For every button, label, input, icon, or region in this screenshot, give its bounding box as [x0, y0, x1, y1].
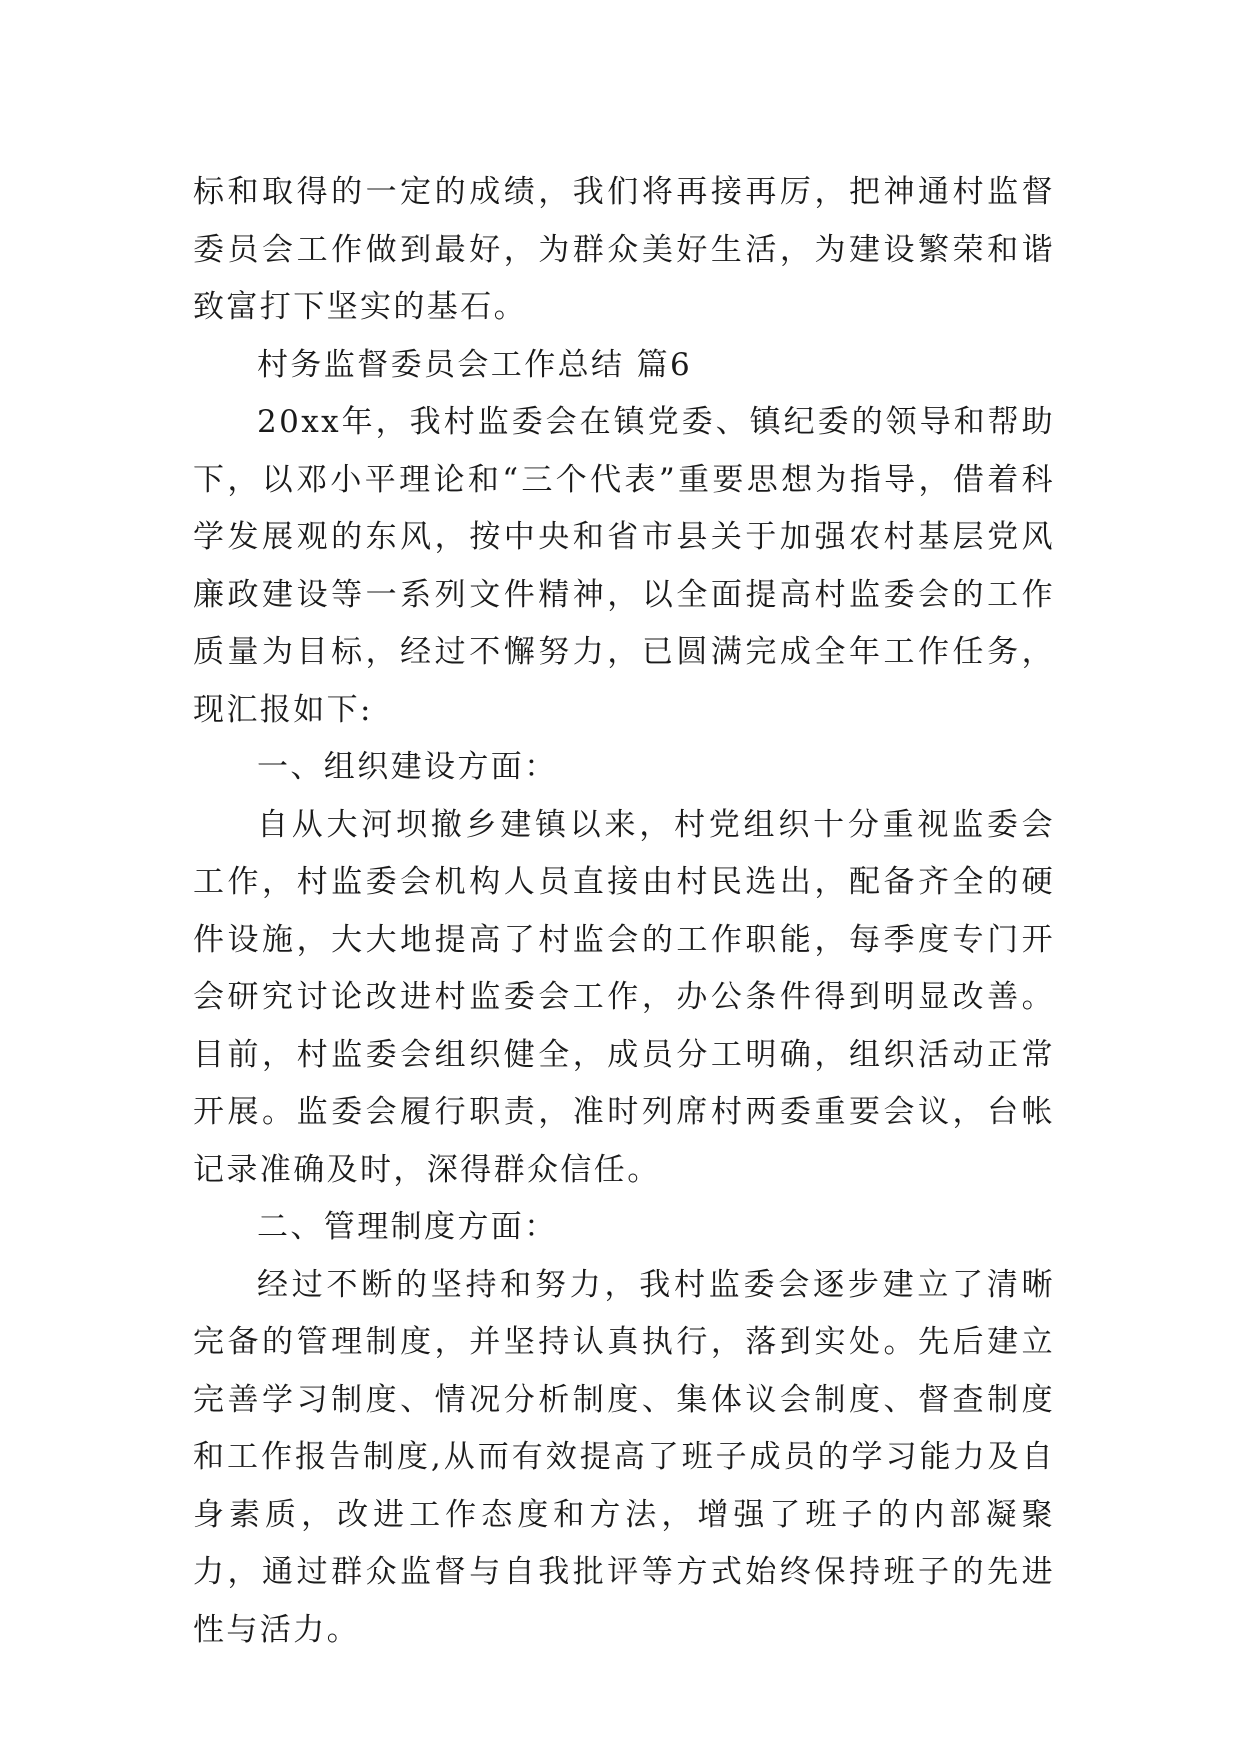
paragraph-intro: 20xx年，我村监委会在镇党委、镇纪委的领导和帮助下，以邓小平理论和“三个代表”重要思想为指导，借着科学发展观的东风，按中央和省市县关于加强农村基层党风廉政建设等一系列文件精神，以全面提高村监委会的工作质量为目标，经过不懈努力，已圆满完成全年工作任务，现汇报如下: [193, 404, 1055, 728]
section-heading-organization: 一、组织建设方面： [257, 749, 558, 785]
document-body [193, 164, 1055, 1659]
paragraph-management: 经过不断的坚持和努力，我村监委会逐步建立了清晰完备的管理制度，并坚持认真执行，落到实处。先后建立完善学习制度、情况分析制度、集体议会制度、督查制度和工作报告制度,从而有效提高了班子成员的学习能力及自身素质，改进工作态度和方法，增强了班子的内部凝聚力，通过群众监督与自我批评等方式始终保持班子的先进性与活力。 [193, 1266, 1055, 1648]
section-heading-management: 二、管理制度方面： [257, 1209, 558, 1245]
paragraph-continued: 标和取得的一定的成绩，我们将再接再厉，把神通村监督委员会工作做到最好，为群众美好生活，为建设繁荣和谐致富打下坚实的基石。 [193, 174, 1055, 325]
section-title: 村务监督委员会工作总结 篇6 [257, 346, 693, 383]
paragraph-organization: 自从大河坝撤乡建镇以来，村党组织十分重视监委会工作，村监委会机构人员直接由村民选出，配备齐全的硬件设施，大大地提高了村监会的工作职能，每季度专门开会研究讨论改进村监委会工作，办公条件得到明显改善。目前，村监委会组织健全，成员分工明确，组织活动正常开展。监委会履行职责，准时列席村两委重要会议，台帐记录准确及时，深得群众信任。 [193, 806, 1055, 1188]
